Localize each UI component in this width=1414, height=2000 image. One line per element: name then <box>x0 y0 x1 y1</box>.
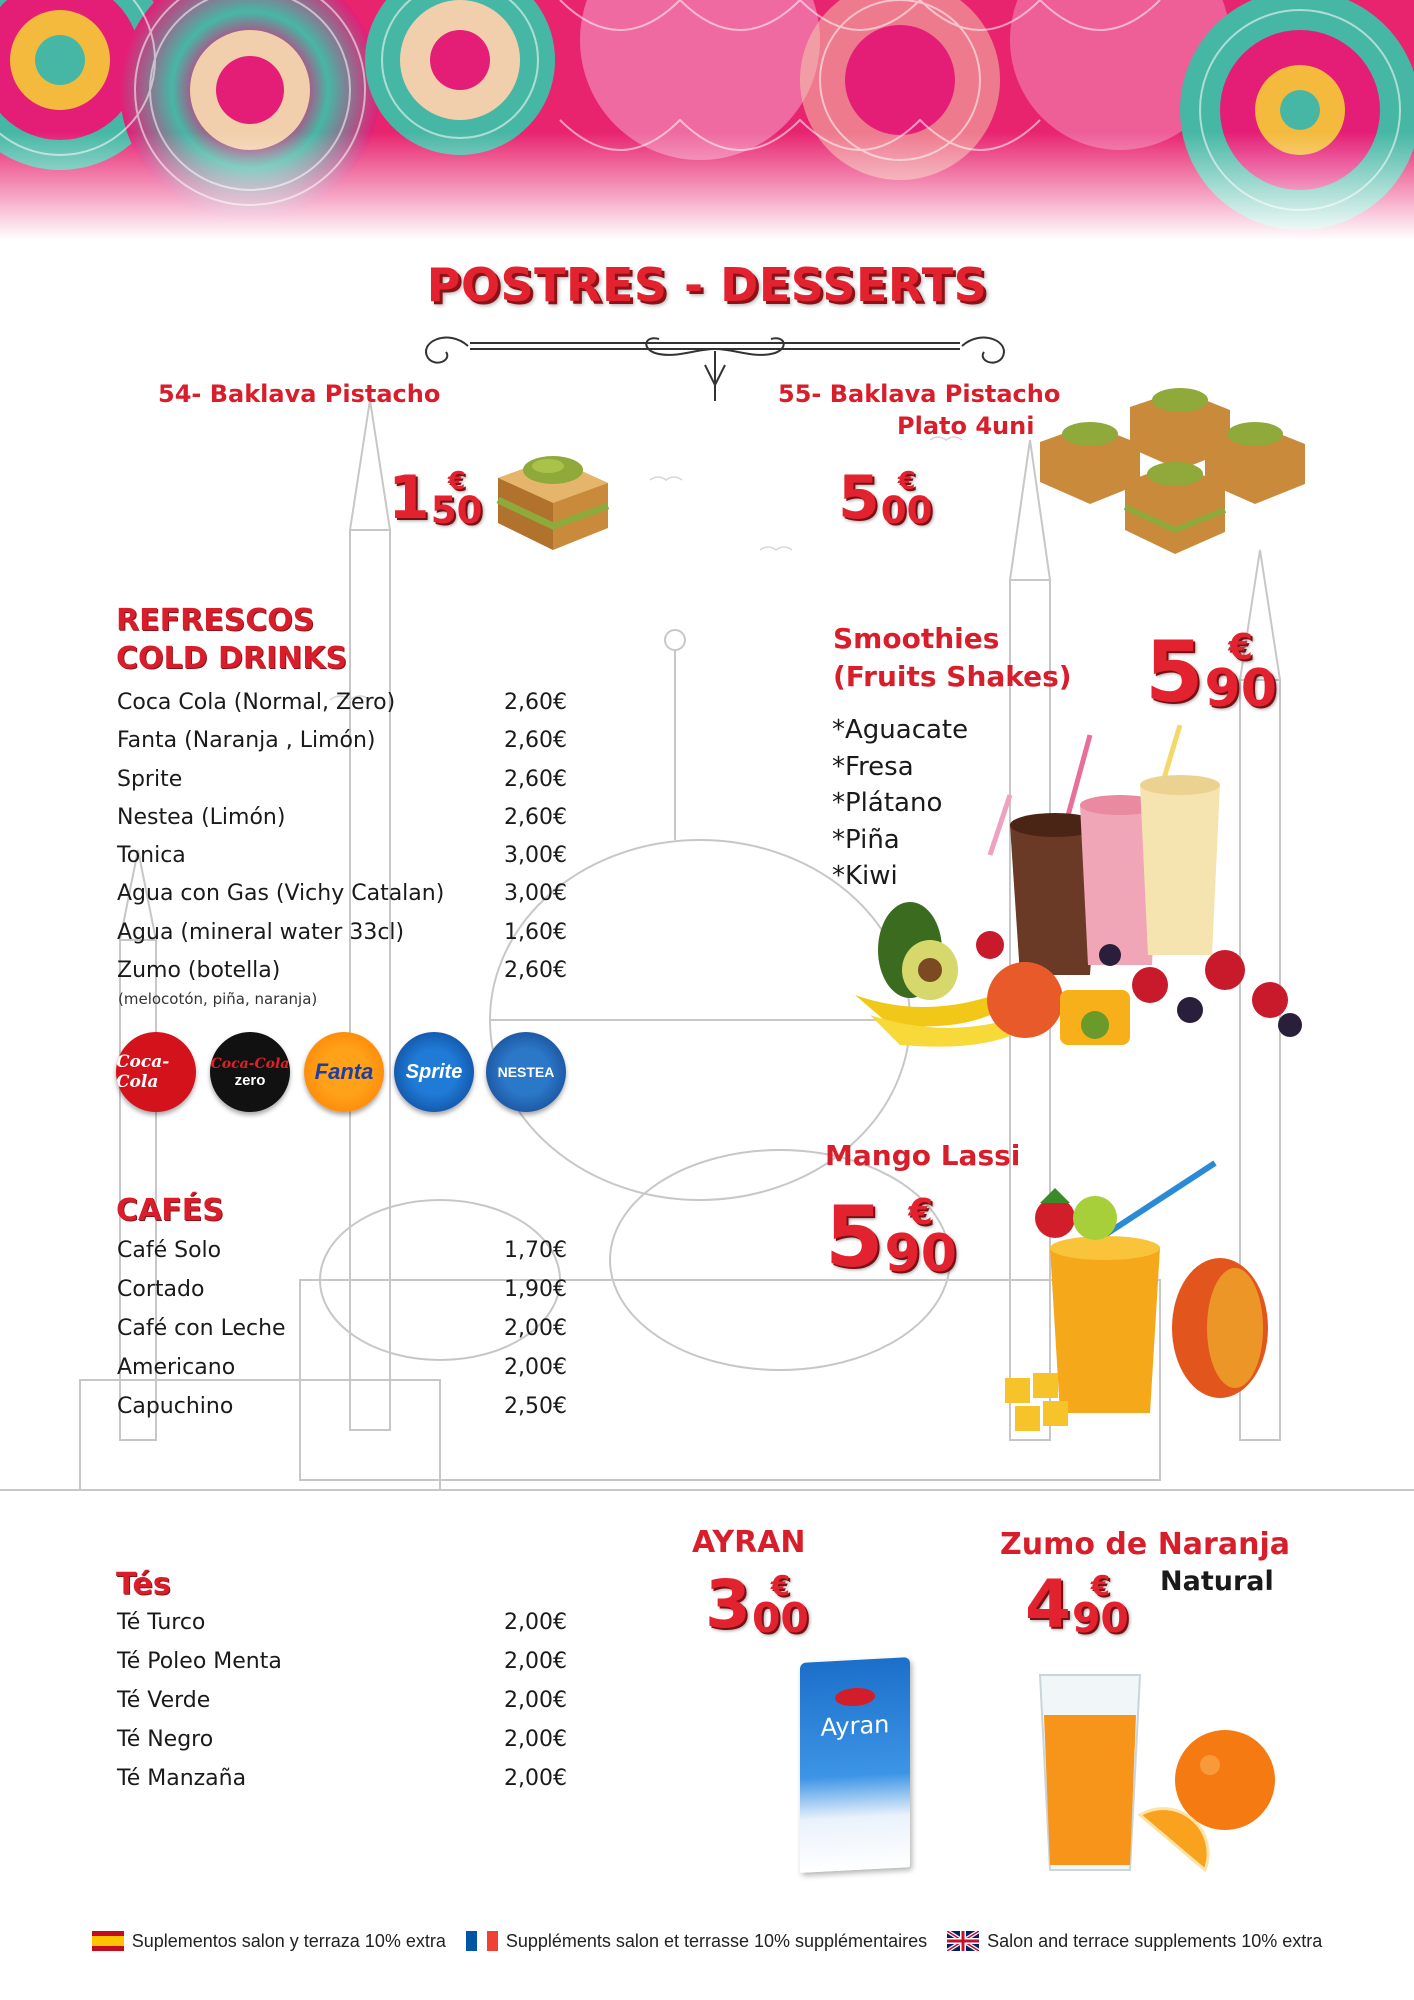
france-flag-icon <box>466 1931 498 1951</box>
page-title: POSTRES - DESSERTS <box>426 258 988 312</box>
list-item: *Aguacate <box>832 715 969 745</box>
cafes-title: CAFÉS <box>116 1193 224 1228</box>
list-item: Té Negro 2,00€ <box>117 1727 567 1752</box>
ayran-package-label: Ayran <box>820 1710 890 1742</box>
fanta-logo: Fanta <box>304 1032 384 1112</box>
orange-juice-image <box>1030 1665 1290 1885</box>
footer-en: Salon and terrace supplements 10% extra <box>947 1931 1322 1952</box>
dessert-54-price: 1 € 50 <box>388 463 483 533</box>
decorative-banner <box>0 0 1414 240</box>
smoothies-title: Smoothies <box>833 622 1000 655</box>
dessert-55-subtitle: Plato 4uni <box>897 412 1035 440</box>
zumo-note: (melocotón, piña, naranja) <box>118 990 318 1008</box>
baklava-single-image <box>488 438 618 558</box>
ayran-price: 3 € 00 <box>705 1566 809 1643</box>
zumo-naranja-subtitle: Natural <box>1160 1566 1274 1597</box>
list-item: Té Manzaña 2,00€ <box>117 1766 567 1791</box>
cold-drinks-title-es: REFRESCOS <box>116 603 315 638</box>
zumo-naranja-price: 4 € 90 <box>1025 1566 1129 1643</box>
footer-es: Suplementos salon y terraza 10% extra <box>92 1931 446 1952</box>
dessert-55-price: 5 € 00 <box>838 463 933 533</box>
list-item: Café con Leche 2,00€ <box>117 1316 567 1341</box>
list-item: Agua con Gas (Vichy Catalan) 3,00€ <box>117 881 567 907</box>
ayran-title: AYRAN <box>692 1525 806 1560</box>
list-item: *Piña <box>832 824 900 855</box>
ayran-brand-mark <box>835 1687 875 1707</box>
list-item: Té Poleo Menta 2,00€ <box>117 1649 567 1674</box>
nestea-logo: NESTEA <box>486 1032 566 1112</box>
list-item: *Fresa <box>832 751 914 782</box>
list-item: Capuchino 2,50€ <box>117 1394 567 1419</box>
cold-drinks-title-en: COLD DRINKS <box>116 641 348 676</box>
list-item: Té Turco 2,00€ <box>117 1610 567 1635</box>
list-item: *Kiwi <box>832 861 898 891</box>
list-item: Café Solo 1,70€ <box>117 1238 567 1263</box>
list-item: Coca Cola (Normal, Zero) 2,60€ <box>117 690 567 715</box>
list-item: Agua (mineral water 33cl) 1,60€ <box>117 919 567 945</box>
smoothies-image <box>850 725 1320 1065</box>
dessert-55-title: 55- Baklava Pistacho <box>778 380 1061 408</box>
tes-list <box>117 1610 567 1805</box>
list-item: Té Verde 2,00€ <box>117 1688 567 1713</box>
list-item: Cortado 1,90€ <box>117 1277 567 1302</box>
list-item: Zumo (botella) 2,60€ <box>117 958 567 984</box>
footer-supplements <box>0 1926 1414 1956</box>
cafes-list <box>117 1238 567 1433</box>
sprite-logo: Sprite <box>394 1032 474 1112</box>
cold-drinks-list <box>117 690 567 996</box>
coca-cola-logo: Coca-Cola <box>116 1032 196 1112</box>
list-item: Americano 2,00€ <box>117 1355 567 1380</box>
mango-lassi-title: Mango Lassi <box>825 1139 1021 1172</box>
list-item: Tonica 3,00€ <box>117 843 567 869</box>
footer-fr: Suppléments salon et terrasse 10% supplémentaires <box>466 1931 927 1952</box>
dessert-54-title: 54- Baklava Pistacho <box>158 380 441 408</box>
list-item: Sprite 2,60€ <box>117 766 567 792</box>
tes-title: Tés <box>116 1567 171 1602</box>
smoothies-subtitle: (Fruits Shakes) <box>833 660 1072 693</box>
spain-flag-icon <box>92 1931 124 1951</box>
mango-lassi-image <box>995 1158 1285 1458</box>
baklava-plate-image <box>1030 372 1315 572</box>
list-item: *Plátano <box>832 788 943 818</box>
smoothies-price: 5 € 90 <box>1145 623 1277 721</box>
mango-lassi-price: 5 € 90 <box>825 1188 957 1286</box>
list-item: Fanta (Naranja , Limón) 2,60€ <box>117 728 567 754</box>
ayran-carton-image <box>800 1657 910 1873</box>
coca-cola-zero-logo: Coca-Cola zero <box>210 1032 290 1112</box>
list-item: Nestea (Limón) 2,60€ <box>117 804 567 830</box>
zumo-naranja-title: Zumo de Naranja <box>1000 1527 1290 1562</box>
uk-flag-icon <box>947 1931 979 1951</box>
